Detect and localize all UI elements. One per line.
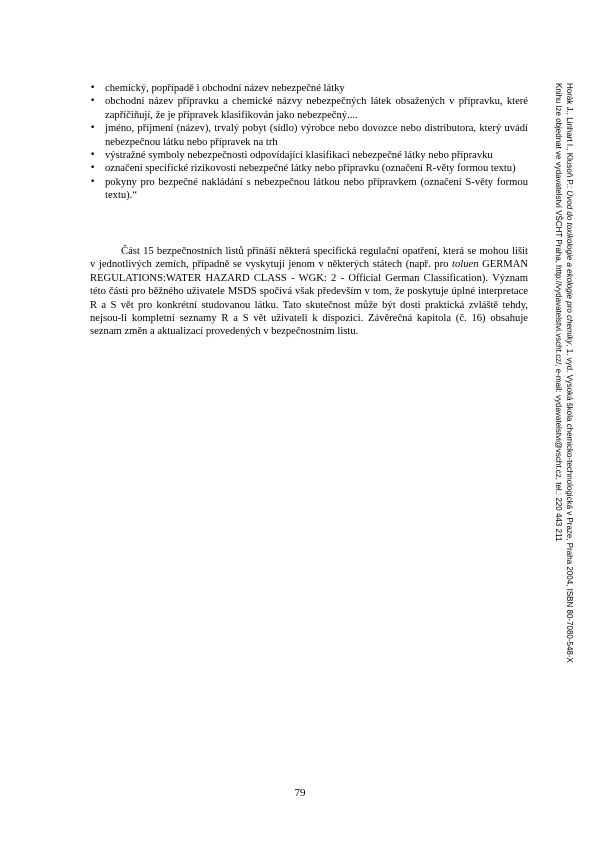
- list-item: [90, 95, 528, 122]
- list-item: [90, 122, 528, 149]
- list-item-text: jméno, příjmení (název), trvalý pobyt (sídlo) výrobce nebo dovozce nebo distributora, který uvádí nebezpečnou látku nebo přípravek na trh: [105, 123, 528, 148]
- bullet-list: [90, 82, 528, 203]
- list-item-text: výstražné symboly nebezpečnosti odpovídající klasifikaci nebezpečné látky nebo přípravku: [105, 150, 493, 162]
- paragraph-italic-term: toluen: [452, 259, 479, 271]
- list-item-text: chemický, popřípadě i obchodní název nebezpečné látky: [105, 83, 345, 94]
- body-paragraph: [90, 245, 528, 339]
- citation-authors: Horák J., Linhart I., Klusoň P.:: [565, 83, 574, 191]
- list-item-text: pokyny pro bezpečné nakládání s nebezpečnou látkou nebo přípravkem (označení S-věty formou textu).“: [105, 176, 528, 202]
- citation-publisher: , 1. vyd. Vysoká škola chemicko-technologická v Praze, Praha 2004, ISBN 80-7080-548-X: [565, 344, 574, 663]
- list-item: [90, 82, 528, 95]
- order-info-line: Knihu lze objednat ve vydavatelství VŠCHT Praha, http://vydavatelstvi.vscht.cz/, e-mail: vydavatelstvi@vscht.cz, tel.: 220 443 211: [554, 83, 564, 542]
- list-item-text: označení specifické rizikovosti nebezpečné látky nebo přípravku (označení R-věty formou textu): [105, 163, 516, 175]
- citation-book-title: Úvod do toxikologie a ekologie pro chemiky: [565, 190, 574, 345]
- side-citation: [553, 83, 574, 683]
- list-item: [90, 149, 528, 162]
- paragraph-text-end: GERMAN REGULATIONS:WATER HAZARD CLASS - WGK: 2 - Official German Classification). Význam této části pro běžného uživatele MSDS spočívá však především v tom, že poskytuje úplné interpretace R a S vět pro konkrétní studovanou látku. Tato skutečnost může být dosti praktická zvláště tehdy, nejsou-li kompletní seznamy R a S vět uživateli k dispozici. Závěrečná kapitola (č. 16) obsahuje seznam změn a aktualizací provedených v bezpečnostním listu.: [90, 259, 529, 338]
- citation-line: [564, 83, 575, 683]
- list-item-text: obchodní název přípravku a chemické názvy nebezpečných látek obsažených v přípravku, které zapříčiňují, že je přípravek klasifikován jako nebezpečný....: [105, 96, 528, 121]
- bullet-icon: •: [90, 123, 96, 134]
- list-item: [90, 176, 528, 203]
- bullet-icon: •: [90, 96, 96, 107]
- paragraph-text-start: Část 15 bezpečnostních listů přináší některá specifická regulační opatření, která se mohou lišit v jednotlivých zemích, případně se vyskytují jenom v některých státech (např. pro: [90, 246, 528, 271]
- list-item: [90, 162, 528, 175]
- bullet-icon: •: [90, 150, 96, 161]
- bullet-icon: •: [90, 163, 96, 174]
- bullet-icon: •: [90, 176, 96, 187]
- page-number: 79: [294, 787, 306, 799]
- bullet-icon: •: [90, 83, 96, 93]
